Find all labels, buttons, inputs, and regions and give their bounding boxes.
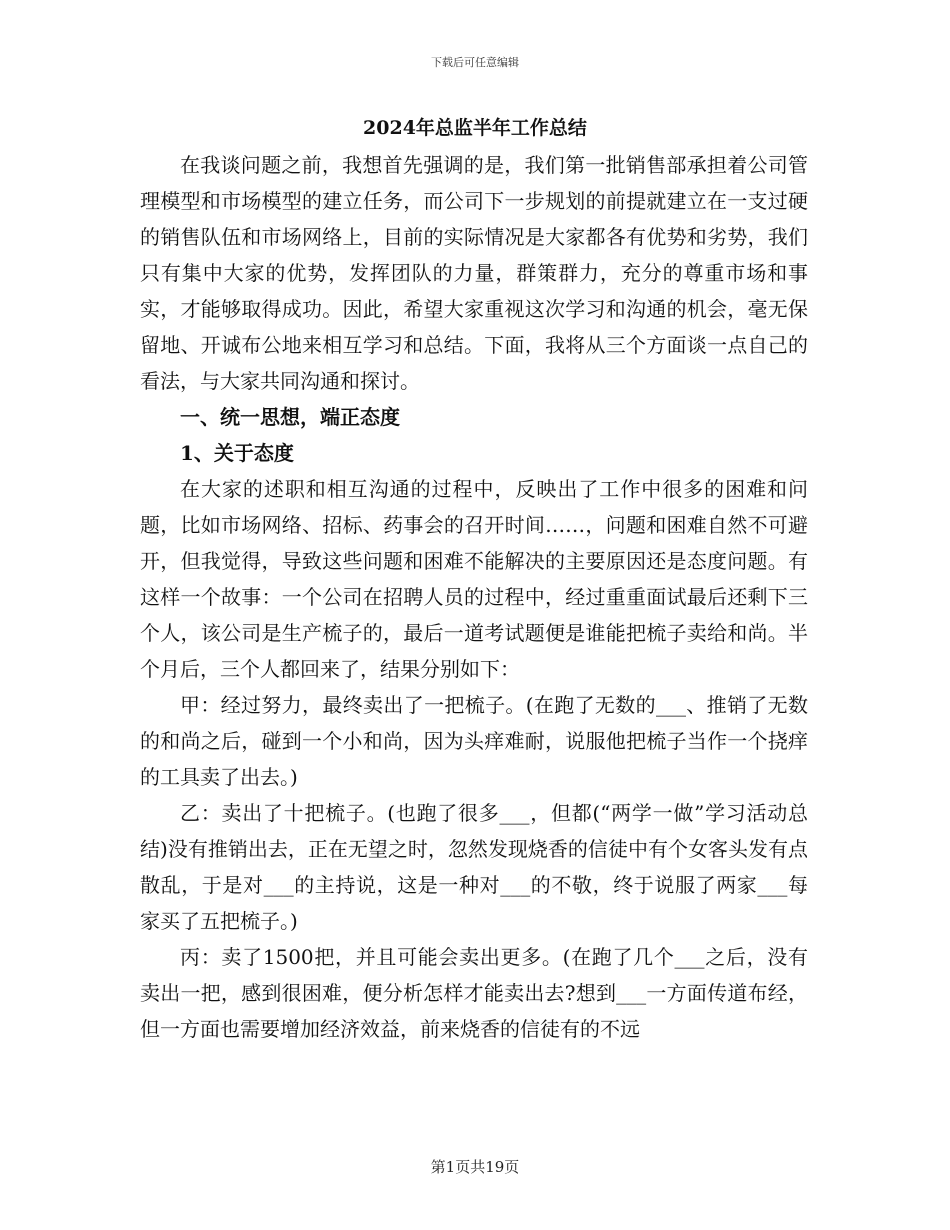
subsection-heading-1: 1、关于态度: [180, 441, 294, 465]
document-title: 2024年总监半年工作总结: [363, 117, 587, 139]
document-body: [140, 147, 808, 1047]
candidate-b-paragraph: 乙：卖出了十把梳子。(也跑了很多___，但都(“两学一做”学习活动总结)没有推销出去，正在无望之时，忽然发现烧香的信徒中有个女客头发有点散乱，于是对___的主持说，这是一种对___的不敬，终于说服了两家___每家买了五把梳子。): [140, 801, 808, 933]
section-heading-1: 一、统一思想，端正态度: [180, 405, 400, 429]
candidate-c-paragraph: 丙：卖了1500把，并且可能会卖出更多。(在跑了几个___之后，没有卖出一把，感到很困难，便分析怎样才能卖出去?想到___一方面传道布经，但一方面也需要增加经济效益，前来烧香的信徒有的不远: [140, 945, 808, 1041]
page-number: 第1页共19页: [430, 1158, 520, 1176]
candidate-a-paragraph: 甲：经过努力，最终卖出了一把梳子。(在跑了无数的___、推销了无数的和尚之后，碰到一个小和尚，因为头痒难耐，说服他把梳子当作一个挠痒的工具卖了出去。): [140, 693, 808, 789]
page-header-note: 下载后可任意编辑: [431, 56, 519, 69]
story-paragraph: 在大家的述职和相互沟通的过程中，反映出了工作中很多的困难和问题，比如市场网络、招标、药事会的召开时间……，问题和困难自然不可避开，但我觉得，导致这些问题和困难不能解决的主要原因还是态度问题。有这样一个故事：一个公司在招聘人员的过程中，经过重重面试最后还剩下三个人，该公司是生产梳子的，最后一道考试题便是谁能把梳子卖给和尚。半个月后，三个人都回来了，结果分别如下：: [140, 477, 808, 681]
intro-paragraph: 在我谈问题之前，我想首先强调的是，我们第一批销售部承担着公司管理模型和市场模型的建立任务，而公司下一步规划的前提就建立在一支过硬的销售队伍和市场网络上，目前的实际情况是大家都各有优势和劣势，我们只有集中大家的优势，发挥团队的力量，群策群力，充分的尊重市场和事实，才能够取得成功。因此，希望大家重视这次学习和沟通的机会，毫无保留地、开诚布公地来相互学习和总结。下面，我将从三个方面谈一点自己的看法，与大家共同沟通和探讨。: [140, 153, 808, 393]
